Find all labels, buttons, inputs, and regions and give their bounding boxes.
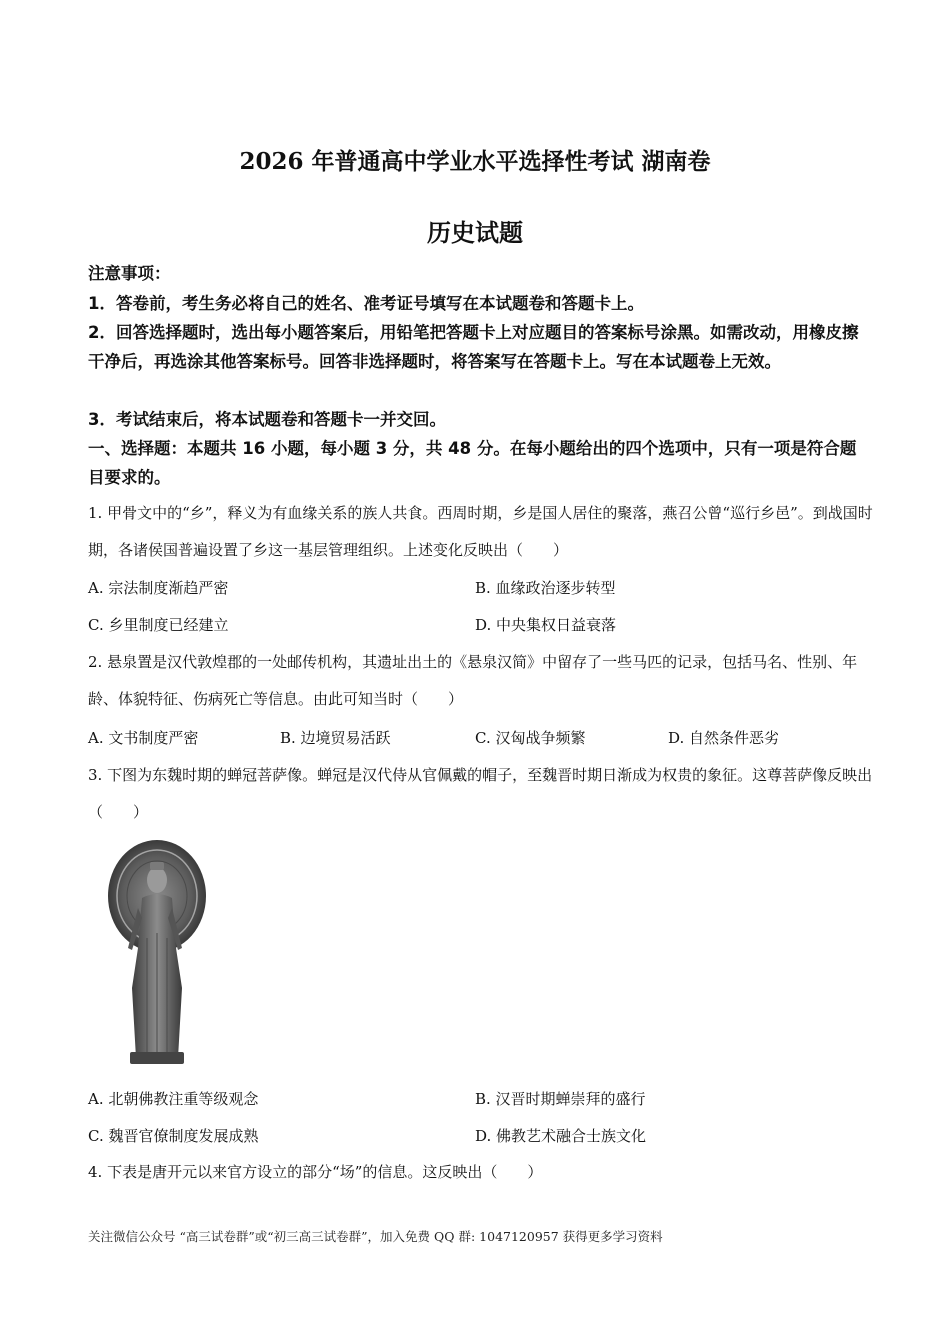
note-item-3: 3．考试结束后，将本试题卷和答题卡一并交回。 <box>88 410 446 429</box>
question-1-stem: 1. 甲骨文中的“乡”，释义为有血缘关系的族人共食。西周时期，乡是国人居住的聚落，燕召公曾“巡行乡邑”。到战国时期，各诸侯国普遍设置了乡这一基层管理组织。上述变化反映出（ ） <box>88 504 873 559</box>
question-3-stem: 3. 下图为东魏时期的蝉冠菩萨像。蝉冠是汉代侍从官佩戴的帽子，至魏晋时期日渐成为权贵的象征。这尊菩萨像反映出（ ） <box>88 766 873 821</box>
bodhisattva-statue-image <box>102 838 208 1070</box>
subject-title: 历史试题 <box>427 218 523 247</box>
question-3-option-a[interactable]: A. 北朝佛教注重等级观念 <box>88 1090 259 1108</box>
question-2-option-d[interactable]: D. 自然条件恶劣 <box>668 729 780 747</box>
question-3-option-d[interactable]: D. 佛教艺术融合士族文化 <box>475 1127 647 1145</box>
question-2-stem: 2. 悬泉置是汉代敦煌郡的一处邮传机构，其遗址出土的《悬泉汉简》中留存了一些马匹的记录，包括马名、性别、年龄、体貌特征、伤病死亡等信息。由此可知当时（ ） <box>88 653 858 708</box>
question-2-option-b[interactable]: B. 边境贸易活跃 <box>280 729 391 747</box>
question-1-option-b[interactable]: B. 血缘政治逐步转型 <box>475 579 616 597</box>
notes-heading: 注意事项： <box>88 264 171 283</box>
question-4-stem: 4. 下表是唐开元以来官方设立的部分“场”的信息。这反映出（ ） <box>88 1163 543 1181</box>
question-2-option-c[interactable]: C. 汉匈战争频繁 <box>475 729 586 747</box>
question-3-option-c[interactable]: C. 魏晋官僚制度发展成熟 <box>88 1127 259 1145</box>
note-item-2: 2．回答选择题时，选出每小题答案后，用铅笔把答题卡上对应题目的答案标号涂黑。如需改动，用橡皮擦干净后，再选涂其他答案标号。回答非选择题时，将答案写在答题卡上。写在本试题卷上无效。 <box>88 323 859 371</box>
page-footer: 关注微信公众号 “高三试卷群”或“初三高三试卷群”，加入免费 QQ 群: 1047120957 获得更多学习资料 <box>88 1229 663 1244</box>
question-1-option-a[interactable]: A. 宗法制度渐趋严密 <box>88 579 229 597</box>
section-heading: 一、选择题：本题共 16 小题，每小题 3 分，共 48 分。在每小题给出的四个选项中，只有一项是符合题目要求的。 <box>88 439 857 487</box>
question-1-option-d[interactable]: D. 中央集权日益衰落 <box>475 616 617 634</box>
question-2-option-a[interactable]: A. 文书制度严密 <box>88 729 199 747</box>
question-3-option-b[interactable]: B. 汉晋时期蝉崇拜的盛行 <box>475 1090 646 1108</box>
question-1-option-c[interactable]: C. 乡里制度已经建立 <box>88 616 229 634</box>
exam-title: 2026 年普通高中学业水平选择性考试 湖南卷 <box>239 148 711 175</box>
note-item-1: 1．答卷前，考生务必将自己的姓名、准考证号填写在本试题卷和答题卡上。 <box>88 294 644 313</box>
